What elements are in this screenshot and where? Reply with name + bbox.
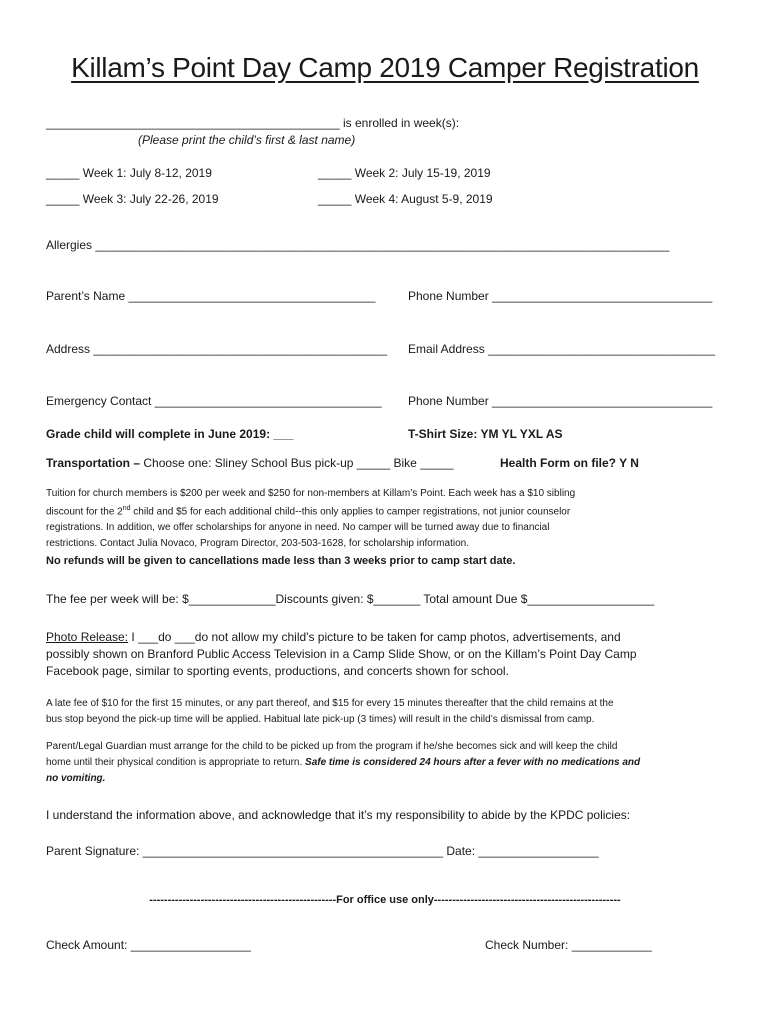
photo-release-line-2: possibly shown on Branford Public Access Television in a Camp Slide Show, or on the Killam’s Point Day Camp xyxy=(46,647,637,661)
grade-field[interactable]: Grade child will complete in June 2019: ___ xyxy=(46,427,294,441)
tuition-text-2b: child and $5 for each additional child--this only applies to camper registrations, not junior counselor xyxy=(130,506,571,518)
tuition-line-3: registrations. In addition, we offer scholarships for anyone in need. No camper will be turned away due to financial xyxy=(46,522,550,533)
form-title: Killam’s Point Day Camp 2019 Camper Registration xyxy=(71,52,699,83)
photo-release-label: Photo Release: xyxy=(46,630,129,644)
guardian-line-2 xyxy=(46,757,640,768)
photo-release-line-1[interactable] xyxy=(46,630,621,644)
child-name-line[interactable]: ____________________________________________ is enrolled in week(s): xyxy=(46,116,460,130)
health-form-options[interactable]: Health Form on file? Y N xyxy=(500,456,639,470)
allergies-field[interactable]: Allergies ______________________________________________________________________________________ xyxy=(46,238,670,252)
parent-name-field[interactable]: Parent’s Name _____________________________________ xyxy=(46,289,376,303)
email-field[interactable]: Email Address __________________________________ xyxy=(408,342,715,356)
tshirt-size-options[interactable]: T-Shirt Size: YM YL YXL AS xyxy=(408,427,563,441)
check-number-field[interactable]: Check Number: ____________ xyxy=(485,938,652,952)
no-refund-notice: No refunds will be given to cancellations made less than 3 weeks prior to camp start date. xyxy=(46,555,516,567)
guardian-text: home until their physical condition is appropriate to return. xyxy=(46,757,306,768)
acknowledgement: I understand the information above, and acknowledge that it’s my responsibility to abide by the KPDC policies: xyxy=(46,808,631,822)
tuition-line-2 xyxy=(46,505,570,517)
guardian-line-1: Parent/Legal Guardian must arrange for the child to be picked up from the program if he/she becomes sick and will keep the child xyxy=(46,741,618,752)
week-3-option[interactable]: _____ Week 3: July 22-26, 2019 xyxy=(46,192,219,206)
transportation-options: Choose one: Sliney School Bus pick-up _____ Bike _____ xyxy=(140,456,454,470)
week-1-option[interactable]: _____ Week 1: July 8-12, 2019 xyxy=(46,166,212,180)
tuition-line-1: Tuition for church members is $200 per week and $250 for non-members at Killam’s Point. Each week has a $10 sibling xyxy=(46,488,576,499)
emergency-contact-field[interactable]: Emergency Contact __________________________________ xyxy=(46,394,382,408)
week-2-option[interactable]: _____ Week 2: July 15-19, 2019 xyxy=(318,166,491,180)
emergency-phone-field[interactable]: Phone Number _________________________________ xyxy=(408,394,713,408)
check-amount-field[interactable]: Check Amount: __________________ xyxy=(46,938,251,952)
week-4-option[interactable]: _____ Week 4: August 5-9, 2019 xyxy=(318,192,493,206)
tuition-line-4: restrictions. Contact Julia Novaco, Program Director, 203-503-1628, for scholarship information. xyxy=(46,538,469,549)
child-name-hint: (Please print the child’s first & last name) xyxy=(138,133,356,147)
safe-time-notice: Safe time is considered 24 hours after a fever with no medications and xyxy=(305,757,641,768)
ordinal-superscript: nd xyxy=(122,505,131,512)
signature-line[interactable]: Parent Signature: _____________________________________________ Date: __________________ xyxy=(46,844,599,858)
tuition-text-2a: discount for the 2 xyxy=(46,506,123,518)
fee-line[interactable]: The fee per week will be: $_____________Discounts given: $_______ Total amount Due $___________________ xyxy=(46,592,655,606)
photo-release-choice: I ___do ___do not allow my child's picture to be taken for camp photos, advertisements, and xyxy=(128,630,621,644)
address-field[interactable]: Address ____________________________________________ xyxy=(46,342,388,356)
phone-number-field[interactable]: Phone Number _________________________________ xyxy=(408,289,713,303)
office-use-divider: ---------------------------------------------------For office use only--------------------------------------------------- xyxy=(149,894,621,906)
photo-release-line-3: Facebook page, similar to sporting events, productions, and concerts shown for school. xyxy=(46,664,509,678)
transportation-line[interactable] xyxy=(46,456,454,470)
late-fee-line-1: A late fee of $10 for the first 15 minutes, or any part thereof, and $15 for every 15 minutes thereafter that the child remains at the xyxy=(46,698,614,709)
transportation-label: Transportation – xyxy=(46,456,141,470)
late-fee-line-2: bus stop beyond the pick-up time will be applied. Habitual late pick-up (3 times) will result in the child’s dismissal from camp. xyxy=(46,714,595,725)
guardian-line-3: no vomiting. xyxy=(46,773,106,784)
